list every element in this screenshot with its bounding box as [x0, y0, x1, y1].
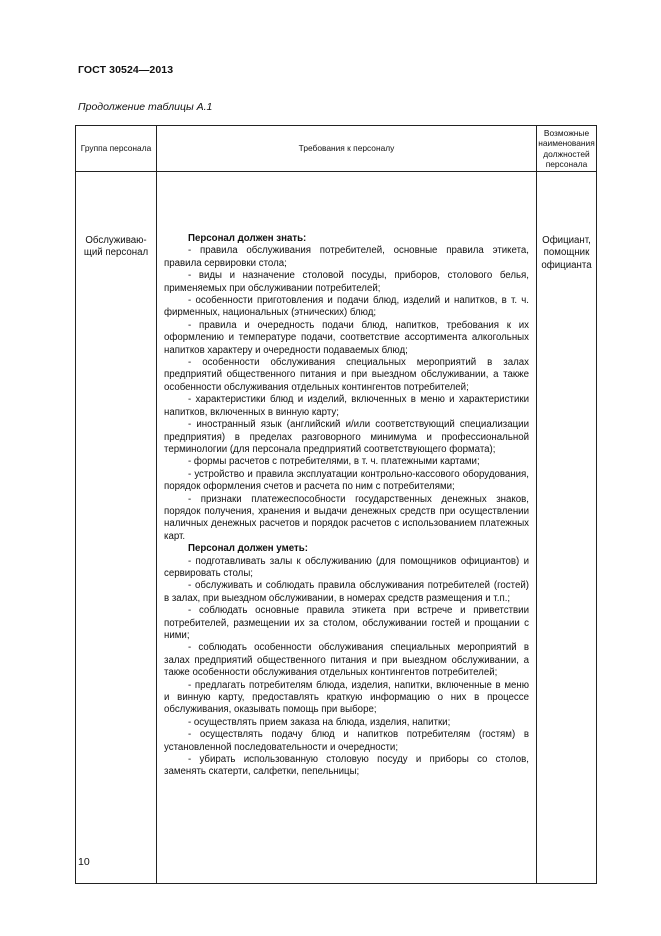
document-code: ГОСТ 30524—2013 — [78, 64, 174, 76]
know-heading: Персонал должен знать: — [188, 233, 307, 244]
able-item: - осуществлять прием заказа на блюда, изделия, напитки; — [188, 716, 451, 728]
position-names: Официант, помощник официанта — [541, 235, 592, 271]
know-item: - правила и очередность подачи блюд, напитков, требования к их оформлению и температуре подачи, соответствие ассортимента алкогольных напитков характеру и очередности подаваемых блюд; — [164, 319, 529, 356]
requirements-table — [75, 125, 597, 884]
group-cell — [76, 172, 157, 884]
requirements-cell — [157, 172, 537, 884]
header-cell-positions: Возможные наименования должностей персонала — [537, 126, 597, 172]
table-row — [76, 172, 597, 884]
header-cell-group: Группа персонала — [76, 126, 157, 172]
header-cell-requirements: Требования к персоналу — [157, 126, 537, 172]
know-item: - признаки платежеспособности государственных денежных знаков, порядок получения, хранения и выдачи денежных средств при осуществлении наличных денежных расчетов и порядок расчетов с использованием платежных карт. — [164, 493, 529, 542]
know-item: - правила обслуживания потребителей, основные правила этикета, правила сервировки стола; — [164, 245, 529, 269]
requirements-text — [157, 172, 536, 883]
positions-cell — [537, 172, 597, 884]
able-item: - соблюдать основные правила этикета при встрече и приветствии потребителей, размещении их за столом, обслуживании гостей и прощании с ними; — [164, 605, 529, 641]
know-item: - виды и назначение столовой посуды, приборов, столового белья, применяемых при обслуживании потребителей; — [164, 270, 529, 294]
know-item: - иностранный язык (английский и/или соответствующий специализации предприятия) в пределах разговорного минимума и профессиональной терминологии (для персонала предприятий соответствующего формата); — [164, 419, 529, 455]
know-item: - характеристики блюд и изделий, включенных в меню и характеристики напитков, включенных в винную карту; — [164, 394, 529, 418]
able-item: - убирать использованную столовую посуду и приборы со столов, заменять скатерти, салфетки, пепельницы; — [164, 754, 529, 778]
table-header-row — [76, 126, 597, 172]
know-item: - особенности приготовления и подачи блюд, изделий и напитков, в т. ч. фирменных, национальных (этнических) блюд; — [164, 295, 529, 319]
know-item: - особенности обслуживания специальных мероприятий в залах предприятий общественного питания и при выездном обслуживании, а также особенности обслуживания отдельных контингентов потребителей; — [164, 357, 529, 393]
able-item: - предлагать потребителям блюда, изделия, напитки, включенные в меню и винную карту, предоставлять краткую информацию о них в процессе обслуживания, оказывать помощь при выборе; — [164, 679, 529, 716]
know-item: - формы расчетов с потребителями, в т. ч. платежными картами; — [188, 456, 480, 468]
able-item: - осуществлять подачу блюд и напитков потребителям (гостям) в установленной последовательности и очередности; — [164, 729, 529, 753]
able-item: - подготавливать залы к обслуживанию (для помощников официантов) и сервировать столы; — [164, 555, 529, 579]
able-heading: Персонал должен уметь: — [188, 543, 308, 555]
page-number: 10 — [78, 856, 90, 868]
able-item: - соблюдать особенности обслуживания специальных мероприятий в залах предприятий общественного питания и при выездном обслуживании, а также особенности обслуживания отдельных контингентов потребителей; — [164, 642, 529, 679]
able-item: - обслуживать и соблюдать правила обслуживания потребителей (гостей) в залах, при выездном обслуживании, в номерах средств размещения и т.п.; — [164, 580, 529, 604]
table-continuation-caption: Продолжение таблицы А.1 — [78, 101, 213, 113]
know-item: - устройство и правила эксплуатации контрольно-кассового оборудования, порядок оформления счетов и расчета по ним с потребителями; — [164, 468, 529, 493]
group-name: Обслуживаю-щий персонал — [83, 235, 149, 259]
